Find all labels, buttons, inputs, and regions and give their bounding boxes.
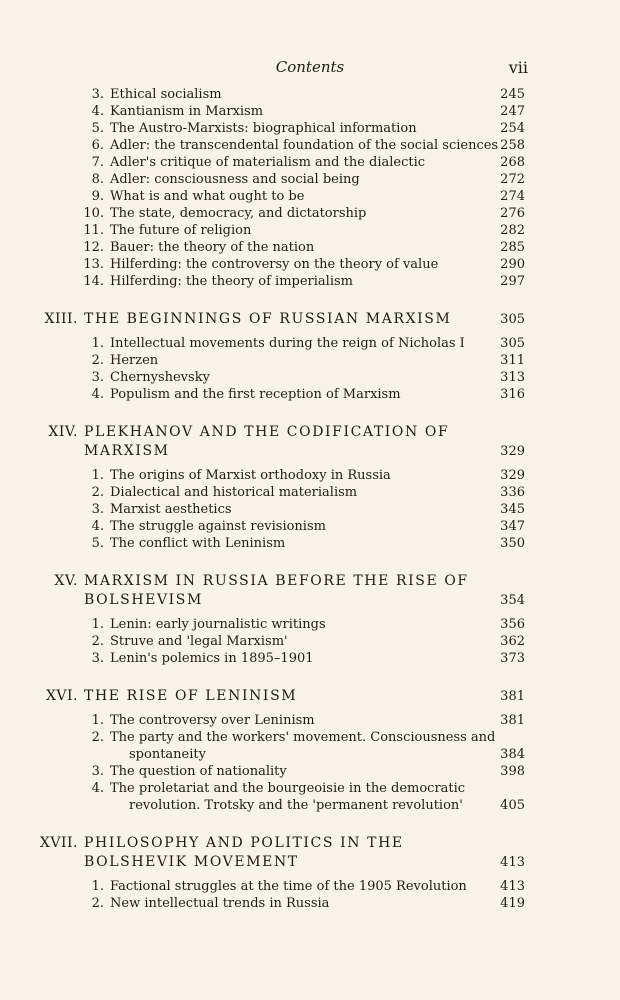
chapter-page-number: 413 xyxy=(500,855,525,870)
entry-number: 3. xyxy=(91,502,104,517)
toc-entry xyxy=(0,352,620,369)
entry-title: Struve and 'legal Marxism' xyxy=(110,634,288,649)
entry-title: Herzen xyxy=(110,353,159,368)
entry-title: The party and the workers' movement. Consciousness and xyxy=(110,730,496,745)
entry-page-number: 419 xyxy=(500,896,525,911)
chapter-title: THE BEGINNINGS OF RUSSIAN MARXISM xyxy=(84,311,452,327)
entry-title: Kantianism in Marxism xyxy=(110,104,264,119)
entry-title: The state, democracy, and dictatorship xyxy=(110,206,367,221)
entry-number: 5. xyxy=(91,121,104,136)
entry-number: 2. xyxy=(91,634,104,649)
entry-title: Bauer: the theory of the nation xyxy=(110,240,315,255)
entry-page-number: 276 xyxy=(500,206,525,221)
entry-number: 2. xyxy=(91,485,104,500)
entry-number: 1. xyxy=(91,713,104,728)
section-list xyxy=(0,712,620,814)
toc-entry xyxy=(0,154,620,171)
entry-number: 5. xyxy=(91,536,104,551)
toc-entry xyxy=(0,86,620,103)
toc-entry xyxy=(0,273,620,290)
entry-number: 1. xyxy=(91,336,104,351)
entry-number: 3. xyxy=(91,370,104,385)
chapter-title: MARXISM IN RUSSIA BEFORE THE RISE OF xyxy=(84,573,469,589)
entry-number: 7. xyxy=(91,155,104,170)
toc-entry xyxy=(0,188,620,205)
entry-page-number: 245 xyxy=(500,87,525,102)
entry-title: The struggle against revisionism xyxy=(110,519,326,534)
entry-title: What is and what ought to be xyxy=(110,189,305,204)
entry-page-number: 336 xyxy=(500,485,525,500)
entry-title: The future of religion xyxy=(110,223,252,238)
entry-number: 8. xyxy=(91,172,104,187)
chapter-number: XV. xyxy=(54,573,78,589)
entry-number: 14. xyxy=(83,274,104,289)
entry-number: 12. xyxy=(83,240,104,255)
toc-entry xyxy=(0,171,620,188)
table-of-contents xyxy=(0,86,620,912)
entry-number: 3. xyxy=(91,87,104,102)
entry-page-number: 405 xyxy=(500,798,525,813)
entry-title: The proletariat and the bourgeoisie in the democratic xyxy=(110,781,466,796)
section-list xyxy=(0,878,620,912)
toc-chapter xyxy=(0,834,620,912)
toc-entry xyxy=(0,386,620,403)
toc-entry xyxy=(0,518,620,535)
chapter-page-number: 381 xyxy=(500,689,525,704)
chapter-title: PLEKHANOV AND THE CODIFICATION OF xyxy=(84,424,450,440)
entry-title: Factional struggles at the time of the 1905 Revolution xyxy=(110,879,467,894)
toc-entry xyxy=(0,103,620,120)
toc-chapter xyxy=(0,310,620,403)
entry-page-number: 254 xyxy=(500,121,525,136)
toc-entry xyxy=(0,120,620,137)
entry-number: 2. xyxy=(91,353,104,368)
toc-entry xyxy=(0,222,620,239)
entry-title: Intellectual movements during the reign of Nicholas I xyxy=(110,336,465,351)
chapter-page-number: 329 xyxy=(500,444,525,459)
entry-title: Dialectical and historical materialism xyxy=(110,485,358,500)
entry-title: Lenin's polemics in 1895–1901 xyxy=(110,651,314,666)
entry-page-number: 258 xyxy=(500,138,525,153)
toc-entry xyxy=(0,501,620,518)
toc-entry xyxy=(0,369,620,386)
entry-page-number: 316 xyxy=(500,387,525,402)
entry-title: Chernyshevsky xyxy=(110,370,210,385)
entry-page-number: 305 xyxy=(500,336,525,351)
chapter-heading-line xyxy=(0,834,620,853)
entry-number: 2. xyxy=(91,730,104,745)
entry-number: 13. xyxy=(83,257,104,272)
entry-title: Hilferding: the theory of imperialism xyxy=(110,274,353,289)
chapter-heading-line xyxy=(0,591,620,610)
chapter-page-number: 305 xyxy=(500,312,525,327)
entry-title: revolution. Trotsky and the 'permanent revolution' xyxy=(129,798,463,813)
chapter-heading-line xyxy=(0,442,620,461)
running-head-title: Contents xyxy=(275,58,345,76)
entry-number: 2. xyxy=(91,896,104,911)
entry-page-number: 347 xyxy=(500,519,525,534)
toc-entry xyxy=(0,205,620,222)
entry-page-number: 329 xyxy=(500,468,525,483)
section-list xyxy=(0,467,620,552)
toc-entry xyxy=(0,535,620,552)
toc-entry xyxy=(0,616,620,633)
chapter-number: XIII. xyxy=(44,311,78,327)
entry-number: 10. xyxy=(83,206,104,221)
entry-number: 4. xyxy=(91,781,104,796)
toc-chapter xyxy=(0,572,620,667)
toc-entry xyxy=(0,633,620,650)
entry-page-number: 384 xyxy=(500,747,525,762)
chapter-title: MARXISM xyxy=(84,443,170,459)
entry-number: 6. xyxy=(91,138,104,153)
entry-number: 4. xyxy=(91,104,104,119)
chapter-heading-line xyxy=(0,310,620,329)
chapter-number: XVI. xyxy=(45,688,78,704)
chapter-heading-line xyxy=(0,853,620,872)
entry-title: Hilferding: the controversy on the theory of value xyxy=(110,257,439,272)
entry-title: The question of nationality xyxy=(110,764,287,779)
entry-number: 3. xyxy=(91,651,104,666)
toc-entry xyxy=(0,780,620,797)
entry-page-number: 313 xyxy=(500,370,525,385)
toc-entry xyxy=(0,712,620,729)
entry-number: 11. xyxy=(83,223,104,238)
entry-title: Adler: consciousness and social being xyxy=(110,172,360,187)
entry-title: Marxist aesthetics xyxy=(110,502,232,517)
toc-chapter xyxy=(0,423,620,552)
entry-title: Ethical socialism xyxy=(110,87,222,102)
chapter-title: PHILOSOPHY AND POLITICS IN THE xyxy=(84,835,404,851)
chapter-heading-line xyxy=(0,423,620,442)
entry-number: 9. xyxy=(91,189,104,204)
chapter-heading-line xyxy=(0,687,620,706)
entry-title: Lenin: early journalistic writings xyxy=(110,617,326,632)
entry-page-number: 413 xyxy=(500,879,525,894)
entry-page-number: 272 xyxy=(500,172,525,187)
entry-number: 1. xyxy=(91,617,104,632)
chapter-number: XVII. xyxy=(39,835,78,851)
toc-entry xyxy=(0,729,620,746)
entry-page-number: 362 xyxy=(500,634,525,649)
toc-chapter xyxy=(0,687,620,814)
toc-entry xyxy=(0,137,620,154)
entry-page-number: 373 xyxy=(500,651,525,666)
section-list xyxy=(0,616,620,667)
toc-entry xyxy=(0,797,620,814)
entry-title: The conflict with Leninism xyxy=(110,536,286,551)
entry-page-number: 345 xyxy=(500,502,525,517)
entry-page-number: 350 xyxy=(500,536,525,551)
entry-page-number: 285 xyxy=(500,240,525,255)
entry-page-number: 381 xyxy=(500,713,525,728)
entry-title: Adler: the transcendental foundation of the social sciences xyxy=(110,138,499,153)
entry-number: 1. xyxy=(91,468,104,483)
entry-number: 4. xyxy=(91,387,104,402)
entry-page-number: 282 xyxy=(500,223,525,238)
chapter-number: XIV. xyxy=(48,424,78,440)
entry-title: The origins of Marxist orthodoxy in Russia xyxy=(110,468,391,483)
entry-page-number: 398 xyxy=(500,764,525,779)
chapter-page-number: 354 xyxy=(500,593,525,608)
toc-entry xyxy=(0,256,620,273)
entry-title: The Austro-Marxists: biographical information xyxy=(110,121,417,136)
entry-title: Adler's critique of materialism and the dialectic xyxy=(110,155,426,170)
entry-title: spontaneity xyxy=(129,747,206,762)
entry-page-number: 274 xyxy=(500,189,525,204)
section-list xyxy=(0,86,620,290)
toc-entry xyxy=(0,746,620,763)
entry-page-number: 356 xyxy=(500,617,525,632)
entry-number: 1. xyxy=(91,879,104,894)
running-head xyxy=(0,58,620,80)
toc-entry xyxy=(0,895,620,912)
entry-page-number: 297 xyxy=(500,274,525,289)
section-list xyxy=(0,335,620,403)
entry-title: The controversy over Leninism xyxy=(110,713,315,728)
entry-page-number: 290 xyxy=(500,257,525,272)
entry-number: 3. xyxy=(91,764,104,779)
toc-entry xyxy=(0,878,620,895)
toc-entry xyxy=(0,467,620,484)
entry-page-number: 268 xyxy=(500,155,525,170)
running-head-page-number: vii xyxy=(508,58,528,77)
chapter-title: BOLSHEVISM xyxy=(84,592,203,608)
chapter-heading-line xyxy=(0,572,620,591)
entry-number: 4. xyxy=(91,519,104,534)
toc-entry xyxy=(0,335,620,352)
chapter-title: BOLSHEVIK MOVEMENT xyxy=(84,854,299,870)
toc-entry xyxy=(0,239,620,256)
toc-chapter xyxy=(0,86,620,290)
entry-title: New intellectual trends in Russia xyxy=(110,896,330,911)
entry-page-number: 247 xyxy=(500,104,525,119)
chapter-title: THE RISE OF LENINISM xyxy=(84,688,298,704)
entry-title: Populism and the first reception of Marxism xyxy=(110,387,401,402)
toc-entry xyxy=(0,484,620,501)
toc-entry xyxy=(0,763,620,780)
toc-entry xyxy=(0,650,620,667)
entry-page-number: 311 xyxy=(500,353,525,368)
